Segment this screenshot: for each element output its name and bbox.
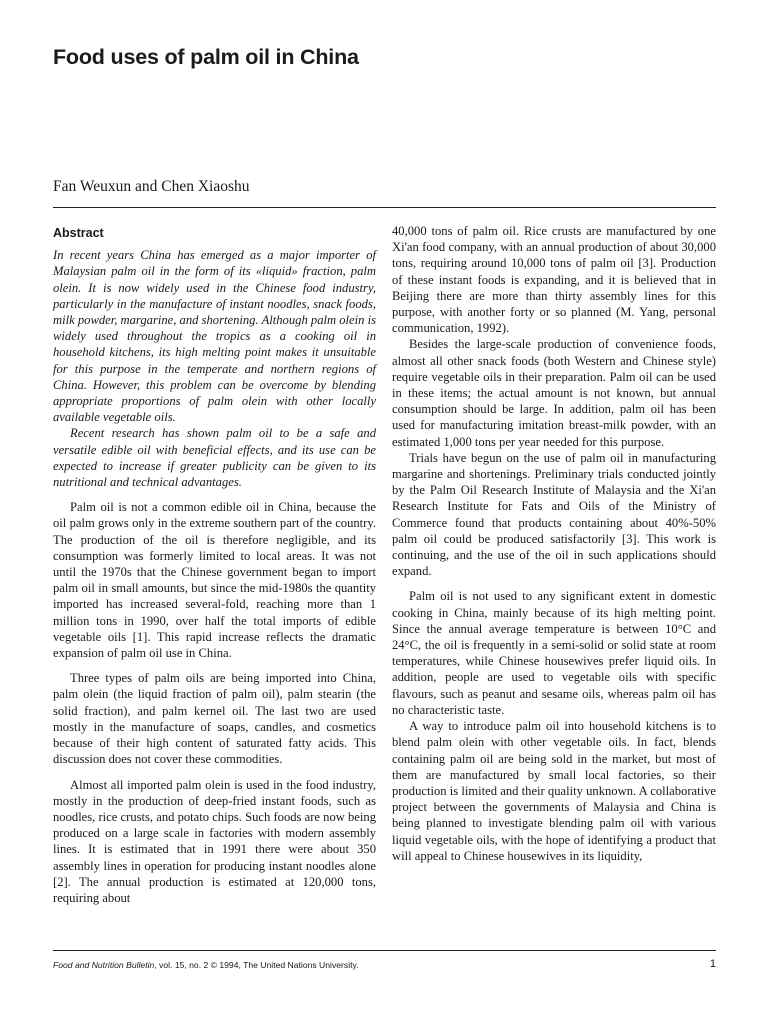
body-paragraph: Almost all imported palm olein is used in the food industry, mostly in the production of deep-fried instant foods, such as noodles, rice crusts, and potato chips. Such foods are now being produced on a large scale in factories with modern assembly lines. It is estimated that in 1991 there were about 350 assembly lines in operation for producing instant noodles alone [2]. The annual production is estimated at 120,000 tons, requiring about: [53, 777, 376, 905]
right-column: [392, 223, 716, 864]
abstract-heading: Abstract: [53, 226, 104, 240]
abstract-paragraph: Recent research has shown palm oil to be a safe and versatile edible oil with beneficial effects, and its use can be expected to increase if greater publicity can be given to its nutritional and technical advantages.: [53, 426, 376, 490]
left-column: [53, 223, 376, 906]
body-paragraph: Besides the large-scale production of convenience foods, almost all other snack foods (both Western and Chinese style) require vegetable oils in their preparation. Palm oil can be used in these items; the actual amount is not known, but annual consumption should be large. In addition, palm oil has been used for manufacturing imitation breast-milk powder, with an estimated 1,000 tons per year needed for this purpose.: [392, 337, 716, 449]
journal-name: Food and Nutrition Bulletin: [53, 960, 155, 970]
body-paragraph: Palm oil is not used to any significant extent in domestic cooking in China, mainly because of its high melting point. Since the annual average temperature is between 10°C and 24°C, the oil is frequently in a semi-solid or solid state at room temperatures, while Chinese housewives prefer liquid oils. In addition, people are used to vegetable oils with specific flavours, such as peanut and sesame oils, whereas palm oil has no characteristic taste.: [392, 589, 716, 717]
author-line: Fan Weuxun and Chen Xiaoshu: [53, 178, 250, 195]
abstract-paragraph: In recent years China has emerged as a major importer of Malaysian palm oil in the form of its «liquid» fraction, palm olein. It is now widely used in the Chinese food industry, particularly in the manufacture of instant noodles, snack foods, milk powder, margarine, and shortening. Although palm olein is widely used throughout the tropics as a cooking oil in household kitchens, its high melting point makes it unsuitable for this purpose in the temperate and northern regions of China. However, this problem can be overcome by blending appropriate proportions of palm olein with other locally available vegetable oils.: [53, 248, 376, 425]
header-divider: [53, 207, 716, 208]
footer-divider: [53, 950, 716, 951]
page-number: 1: [709, 958, 716, 970]
abstract-section: [53, 225, 376, 490]
article-title: Food uses of palm oil in China: [53, 45, 359, 69]
body-paragraph: Trials have begun on the use of palm oil in manufacturing margarine and shortenings. Preliminary trials conducted jointly by the Palm Oil Research Institute of Malaysia and the Xi'an Research Institute for Fats and Oils of the Ministry of Commerce found that products containing about 40%-50% palm oil could be produced satisfactorily [3]. This work is continuing, and the use of the oil in such applications should expand.: [392, 450, 716, 579]
body-paragraph: Palm oil is not a common edible oil in China, because the oil palm grows only in the extreme southern part of the country. The production of the oil is therefore negligible, and its consumption was formerly limited to local areas. It was not until the 1970s that the Chinese government began to import palm oil in small amounts, but since the mid-1980s the quantity imported has increased several-fold, reaching more than 1 million tons in 1990, over half the total imports of edible vegetable oils [1]. This rapid increase reflects the dramatic expansion of palm oil use in China.: [53, 500, 376, 661]
body-paragraph: A way to introduce palm oil into household kitchens is to blend palm olein with other vegetable oils. In fact, blends containing palm oil are being sold in the market, but most of them are manufactured by small local factories, so their production is limited and their quality unknown. A collaborative project between the governments of Malaysia and China is being planned to investigate blending palm oil with various liquid vegetable oils, with the hope of identifying a product that will appeal to Chinese housewives in its liquidity,: [392, 719, 716, 863]
body-paragraph: Three types of palm oils are being imported into China, palm olein (the liquid fraction of palm oil), palm stearin (the solid fraction), and palm kernel oil. The last two are used mostly in the manufacture of soaps, candles, and cosmetics because of their high content of saturated fatty acids. This discussion does not cover these commodities.: [53, 671, 376, 767]
citation-details: , vol. 15, no. 2 © 1994, The United Nations University.: [154, 960, 359, 970]
footer-citation: [53, 960, 359, 970]
body-paragraph: 40,000 tons of palm oil. Rice crusts are manufactured by one Xi'an food company, with an annual production of about 30,000 tons, requiring around 10,000 tons of palm oil [3]. Production of these instant foods is expanding, and it is believed that in Beijing there are more than thirty assembly lines for this purpose, with another forty or so planned (M. Yang, personal communication, 1992).: [392, 224, 716, 336]
